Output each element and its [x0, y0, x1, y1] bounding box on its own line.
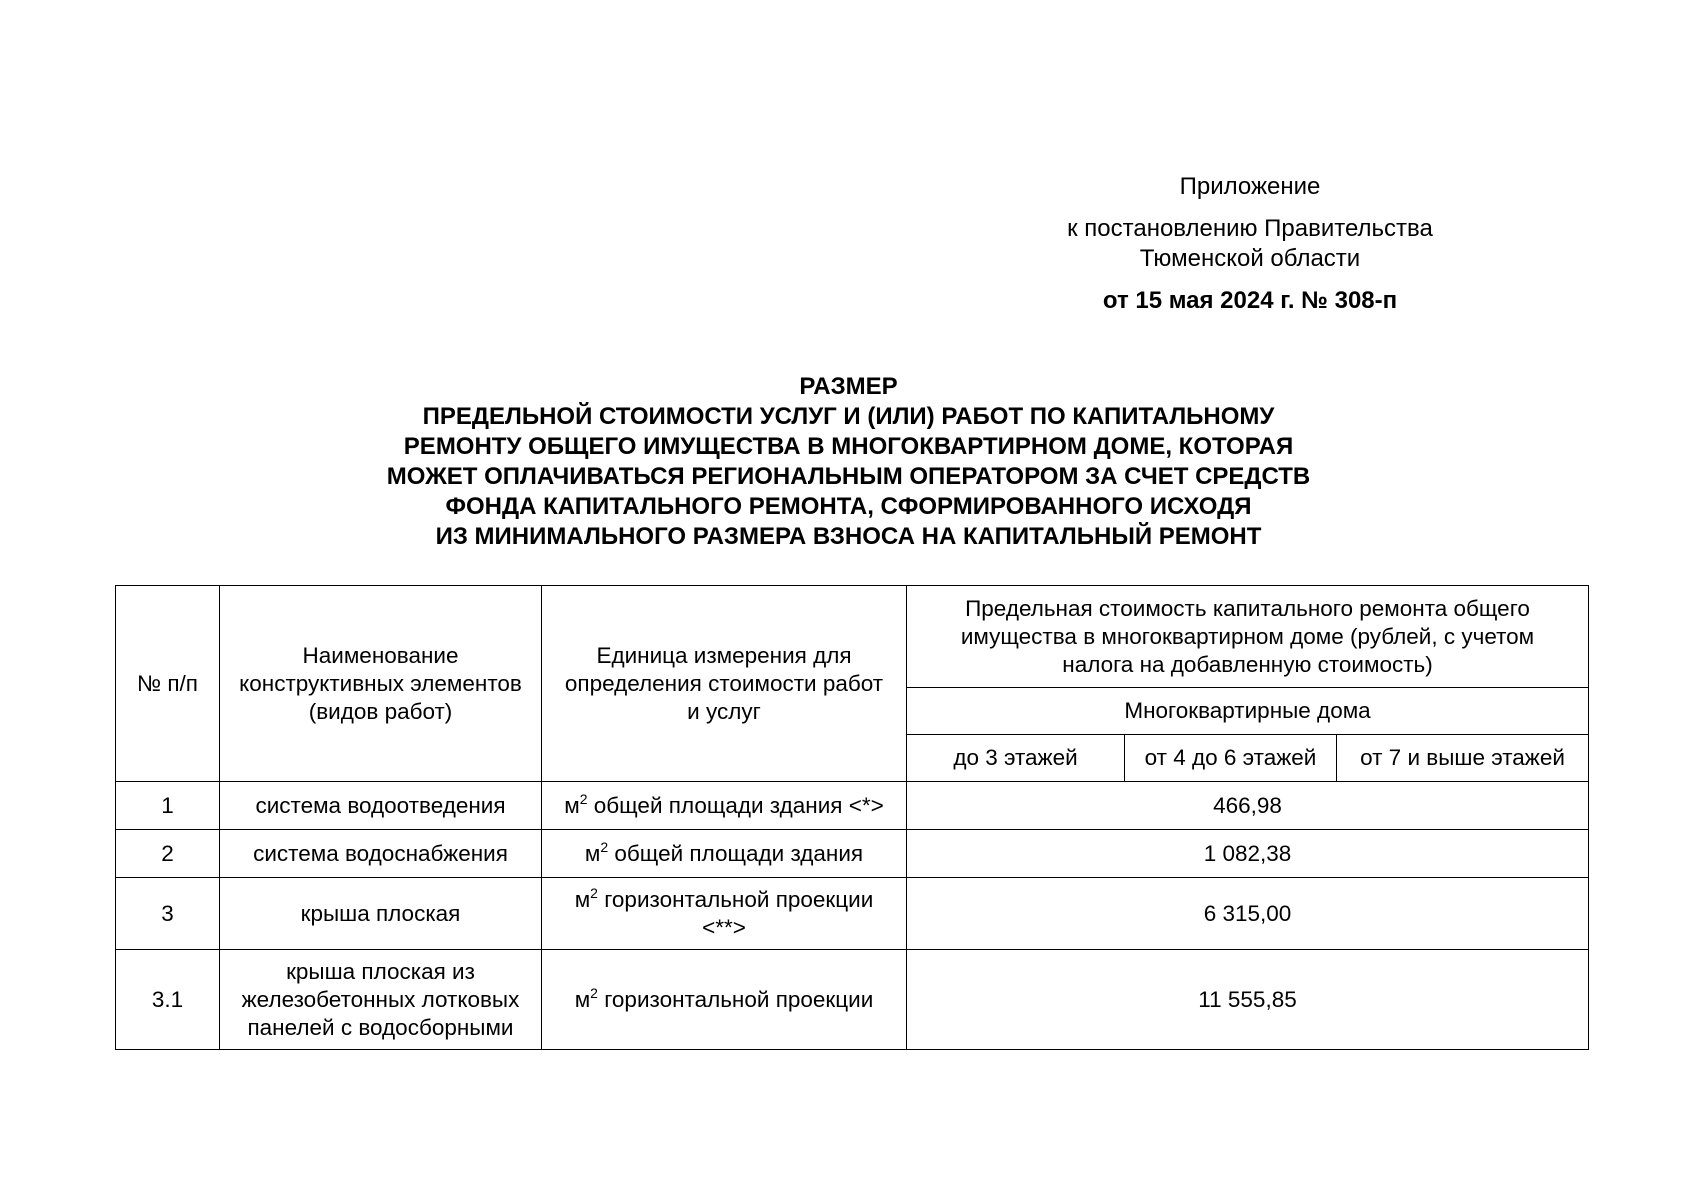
title-line-1: РАЗМЕР — [799, 373, 898, 400]
table-row — [116, 782, 1589, 830]
decree-ref-line-2: Тюменской области — [1139, 245, 1361, 272]
header-floors-7-plus: от 7 и выше этажей — [1337, 735, 1589, 782]
table-row — [116, 950, 1589, 1050]
row-name-line-1: крыша плоская из — [286, 958, 475, 984]
row-name-line-3: панелей с водосборными — [247, 1014, 514, 1040]
header-unit-line-1: Единица измерения для — [596, 642, 852, 668]
header-unit-line-3: и услуг — [687, 698, 761, 724]
document-title — [200, 372, 1497, 552]
header-name-line-2: конструктивных элементов — [239, 670, 522, 696]
appendix-label — [1040, 172, 1460, 202]
row-name-line-2: железобетонных лотковых — [241, 986, 520, 1012]
cost-table — [115, 585, 1589, 1050]
row-unit — [542, 830, 907, 878]
unit-prefix: м — [584, 840, 601, 866]
header-cost-line-2: имущества в многоквартирном доме (рублей, с учетом — [960, 623, 1535, 649]
header-cost-line-3: налога на добавленную стоимость) — [1062, 651, 1433, 677]
row-value: 6 315,00 — [907, 878, 1589, 950]
header-unit — [542, 586, 907, 782]
row-value: 466,98 — [907, 782, 1589, 830]
title-line-2: ПРЕДЕЛЬНОЙ СТОИМОСТИ УСЛУГ И (ИЛИ) РАБОТ ПО КАПИТАЛЬНОМУ — [422, 403, 1275, 430]
title-line-6: ИЗ МИНИМАЛЬНОГО РАЗМЕРА ВЗНОСА НА КАПИТАЛЬНЫЙ РЕМОНТ — [435, 523, 1262, 550]
row-number: 1 — [116, 782, 220, 830]
row-unit — [542, 950, 907, 1050]
decree-ref-line-1: к постановлению Правительства — [1067, 215, 1433, 242]
row-element-name: система водоотведения — [220, 782, 542, 830]
row-element-name: крыша плоская — [220, 878, 542, 950]
header-number — [116, 586, 220, 782]
unit-superscript: 2 — [590, 884, 598, 901]
row-number: 3 — [116, 878, 220, 950]
row-element-name — [220, 950, 542, 1050]
row-element-name: система водоснабжения — [220, 830, 542, 878]
table-row — [116, 830, 1589, 878]
header-cost — [907, 586, 1589, 688]
header-element-name — [220, 586, 542, 782]
title-line-3: РЕМОНТУ ОБЩЕГО ИМУЩЕСТВА В МНОГОКВАРТИРНОМ ДОМЕ, КОТОРАЯ — [403, 433, 1294, 460]
header-floors-up-to-3: до 3 этажей — [907, 735, 1125, 782]
decree-number — [1040, 286, 1460, 316]
unit-text: горизонтальной проекции — [597, 986, 874, 1012]
unit-text-line-2: <**> — [702, 914, 746, 940]
row-unit — [542, 782, 907, 830]
header-cost-line-1: Предельная стоимость капитального ремонта общего — [965, 595, 1530, 621]
table-row — [116, 878, 1589, 950]
table-header-row — [116, 586, 1589, 688]
title-line-4: МОЖЕТ ОПЛАЧИВАТЬСЯ РЕГИОНАЛЬНЫМ ОПЕРАТОРОМ ЗА СЧЕТ СРЕДСТВ — [386, 463, 1311, 490]
row-value: 11 555,85 — [907, 950, 1589, 1050]
unit-prefix: м — [574, 886, 591, 912]
header-floors-4-to-6: от 4 до 6 этажей — [1125, 735, 1337, 782]
row-value: 1 082,38 — [907, 830, 1589, 878]
title-line-5: ФОНДА КАПИТАЛЬНОГО РЕМОНТА, СФОРМИРОВАННОГО ИСХОДЯ — [445, 493, 1252, 520]
unit-superscript: 2 — [590, 984, 598, 1001]
unit-text: горизонтальной проекции — [597, 886, 874, 912]
header-unit-line-2: определения стоимости работ — [564, 670, 884, 696]
decree-reference — [1040, 214, 1460, 274]
header-number-text: № п/п — [136, 670, 198, 696]
header-buildings: Многоквартирные дома — [907, 688, 1589, 735]
unit-superscript: 2 — [579, 790, 588, 807]
row-number: 2 — [116, 830, 220, 878]
unit-text: общей площади здания — [608, 840, 864, 866]
row-number: 3.1 — [116, 950, 220, 1050]
header-name-line-3: (видов работ) — [308, 698, 453, 724]
appendix-text: Приложение — [1179, 173, 1321, 200]
header-name-line-1: Наименование — [302, 642, 459, 668]
unit-prefix: м — [574, 986, 591, 1012]
unit-prefix: м — [564, 792, 580, 818]
unit-text: общей площади здания <*> — [587, 792, 884, 818]
unit-superscript: 2 — [600, 838, 609, 855]
decree-number-text: от 15 мая 2024 г. № 308-п — [1102, 287, 1398, 314]
row-unit — [542, 878, 907, 950]
